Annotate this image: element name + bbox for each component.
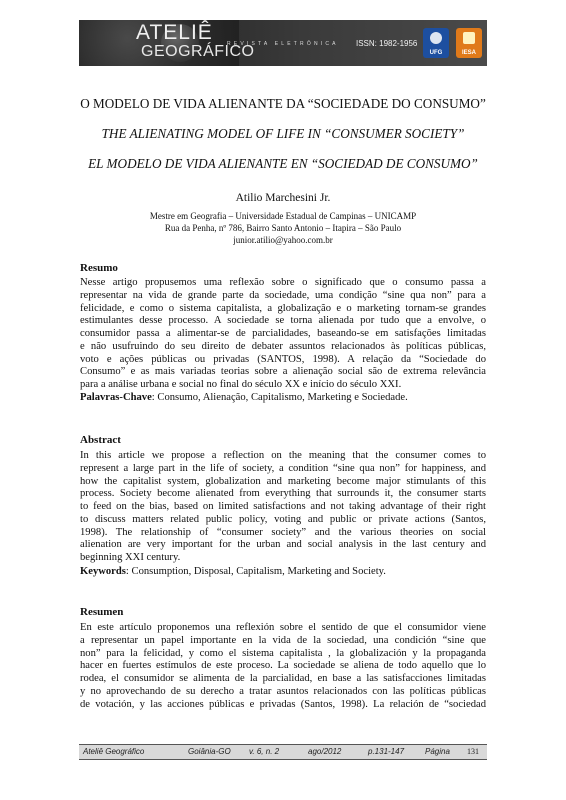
abstract-line: to discuss matters related public policy, voting and public or private actions (Santos, (80, 513, 486, 525)
resumo-line: felicidade, e como o sistema capitalista, a globalização e o marketing tornam-se grandes (80, 302, 486, 314)
resumen-line: rodea, el consumidor se alimenta de la parcialidad, en base a las satisfacciones limitadas (80, 673, 486, 684)
resumo-keywords (80, 392, 486, 405)
ufg-seal-icon (423, 28, 449, 58)
abstract-line: process. Society become alienated from everything that surrounds it, the consumer starts (80, 488, 486, 500)
resumo-line: Consumo” e as mais variadas teorias sobre a alienação social são de extrema relevância (80, 366, 486, 378)
title-portuguese: O MODELO DE VIDA ALIENANTE DA “SOCIEDADE DO CONSUMO” (80, 96, 486, 111)
journal-logo-sub: GEOGRÁFICO (141, 43, 255, 60)
footer-pages: p.131-147 (368, 747, 405, 756)
resumo-line: representar na vida de grande parte da sociedade, uma condição “sine qua non” para a (80, 289, 486, 301)
author-email: junior.atilio@yahoo.com.br (233, 235, 333, 245)
abstract-line: In this article we propose a reflection on the meaning that the consumer comes to (80, 450, 486, 461)
keywords-list: : Consumo, Alienação, Capitalismo, Marketing e Sociedade. (151, 392, 408, 403)
iesa-seal-icon (456, 28, 482, 58)
resumen-line: non” para la felicidad, y como el sistema capitalista , la globalización y la propaganda (80, 647, 486, 659)
resumo-line: para a análise urbana e social no final do século XX e início do século XXI. (80, 379, 402, 390)
page-footer (79, 744, 487, 760)
keywords-label: Keywords (80, 566, 126, 577)
abstract-keywords (80, 566, 486, 579)
footer-date: ago/2012 (308, 747, 342, 756)
abstract-body (80, 450, 486, 565)
page-number: 131 (467, 747, 479, 756)
resumo-line: estimulantes desse processo. A sociedade se torna alienada por tudo que a envolve, o (80, 315, 486, 327)
resumen-line: de votación, y las acciones públicas e privadas (Santos, 1998). La relación de “sociedad (80, 698, 486, 710)
abstract-line: alienation are very important for the urban and social analysis in the last century and (80, 539, 486, 551)
author-name: Atilio Marchesini Jr. (235, 192, 331, 204)
resumen-line: hacer en fuertes estímulos de este proceso. La sociedade se aliena de todo aquello que lo (80, 660, 486, 672)
resumo-line: Nesse artigo propusemos uma reflexão sobre o significado que o consumo passa a (80, 277, 486, 288)
resumen-line: En este artículo proponemos una reflexión sobre el sentido de que el consumidor viene (80, 622, 486, 633)
abstract-line: 1998). The relationship of “consumer society” and the various theories on social (80, 526, 486, 538)
resumen-line: y no aprovechando de su derecho a tratar asuntos relacionados con las políticas públicas (80, 685, 486, 697)
title-english: THE ALIENATING MODEL OF LIFE IN “CONSUMER SOCIETY” (101, 126, 465, 141)
ufg-seal-label: UFG (429, 50, 443, 56)
resumen-heading: Resumen (80, 606, 124, 618)
abstract-line: how the capitalist system, globalization and marketing become major stimulants of this (80, 475, 486, 487)
footer-volume: v. 6, n. 2 (249, 747, 280, 756)
issn-label: ISSN: 1982-1956 (356, 39, 418, 48)
keywords-label: Palavras-Chave (80, 392, 152, 403)
abstract-line: represent a large part in the life of society, a condition “sine qua non” for happiness, and (80, 462, 486, 474)
footer-page-label: Página (425, 747, 450, 756)
resumo-line: consumidor passa a alimentar-se de parcialidades, baseando-se em satisfações limitadas (80, 328, 486, 339)
resumen-body (80, 622, 486, 711)
abstract-heading: Abstract (80, 434, 121, 446)
footer-journal: Ateliê Geográfico (83, 747, 145, 756)
affiliation-line: Mestre em Geografia – Universidade Estadual de Campinas – UNICAMP (149, 211, 417, 221)
footer-city: Goiânia-GO (188, 747, 231, 756)
title-spanish: EL MODELO DE VIDA ALIENANTE EN “SOCIEDAD DE CONSUMO” (88, 156, 478, 171)
iesa-seal-label: IESA (461, 50, 476, 56)
abstract-line: to feed on the bias, based on limited satisfactions and not taking advantage of their right (80, 501, 486, 512)
resumo-heading: Resumo (80, 262, 118, 274)
resumo-line: voto e ações públicas ou privadas (SANTOS, 1998). A relação da “Sociedade do (80, 353, 486, 365)
abstract-line: beginning XXI century. (80, 552, 181, 563)
journal-logo-main: ATELIÊ (136, 21, 213, 44)
resumo-line: e não usufruindo do seu direito de debater assuntos relacionados às políticas públicas, (80, 340, 486, 352)
resumo-body (80, 277, 486, 392)
iesa-emblem-icon (463, 32, 475, 44)
affiliation-line: Rua da Penha, nº 786, Bairro Santo Antonio – Itapira – São Paulo (164, 223, 402, 233)
author-affiliation (0, 210, 566, 246)
keywords-list: : Consumption, Disposal, Capitalism, Marketing and Society. (125, 566, 386, 577)
journal-banner (79, 20, 487, 66)
journal-tagline: REVISTA ELETRÔNICA (227, 41, 339, 47)
resumen-line: a representar un papel importante en la vida de la sociedad, una condición “sine que (80, 634, 486, 646)
ufg-emblem-icon (430, 32, 442, 44)
